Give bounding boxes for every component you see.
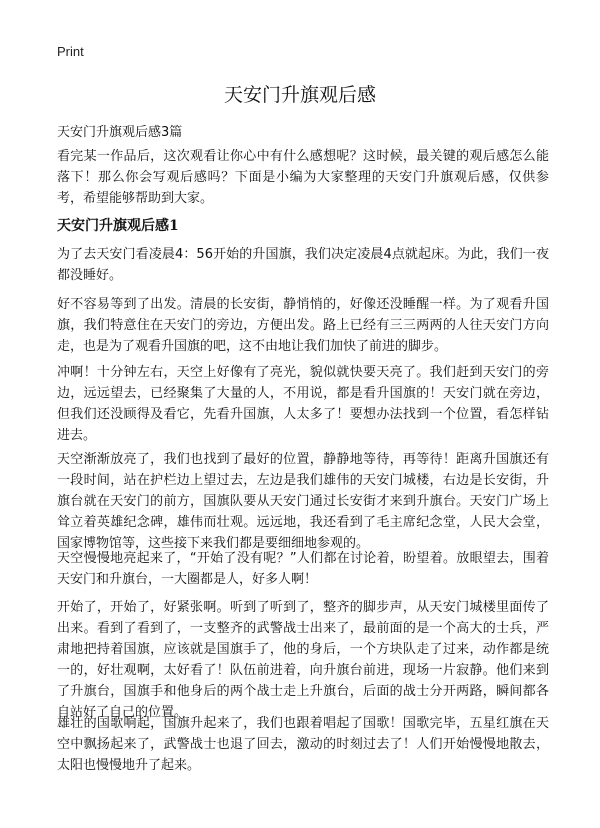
paragraph-6: 开始了，开始了，好紧张啊。听到了听到了，整齐的脚步声，从天安门城楼里面传了出来。看到了看到了，一支整齐的武警战士出来了，最前面的是一个高大的士兵，严肃地把持着国旗，应该就是国旗手了，他的身后，一个方块队走了过来，动作都是统一的，好壮观啊，太好看了！队伍前进着，向升旗台前进，现场一片寂静。他们来到了升旗台，国旗手和他身后的两个战士走上升旗台，后面的战士分开两路，瞬间都各自站好了自己的位置。	[57, 600, 549, 720]
page-title: 天安门升旗观后感	[223, 84, 376, 106]
section-heading: 天安门升旗观后感1	[57, 218, 179, 234]
paragraph-4: 天空渐渐放亮了，我们也找到了最好的位置，静静地等待，再等待！距离升国旗还有一段时间，站在护栏边上望过去，左边是我们雄伟的天安门城楼，右边是长安街，升旗台就在天安门的前方，国旗队要从天安门通过长安街才来到升旗台。天安门广场上耸立着英雄纪念碑，雄伟而壮观。远远地，我还看到了毛主席纪念堂，人民大会堂，国家博物馆等，这些接下来我们都是要细细地参观的。	[57, 452, 549, 551]
paragraph-7: 雄壮的国歌响起，国旗升起来了，我们也跟着唱起了国歌！国歌完毕，五星红旗在天空中飘扬起来了，武警战士也退了回去，激动的时刻过去了！人们开始慢慢地散去，太阳也慢慢地升了起来。	[57, 716, 549, 773]
document-subtitle: 天安门升旗观后感3篇	[57, 125, 183, 140]
print-link[interactable]: Print	[57, 44, 84, 59]
paragraph-1: 为了去天安门看凌晨4：56开始的升国旗，我们决定凌晨4点就起床。为此，我们一夜都没睡好。	[57, 247, 549, 283]
paragraph-3: 冲啊！十分钟左右，天空上好像有了亮光，貌似就快要天亮了。我们赶到天安门的旁边，远远望去，已经聚集了大量的人，不用说，都是看升国旗的！天安门就在旁边，但我们还没顾得及看它，先看升国旗，人太多了！要想办法找到一个位置，看怎样钻进去。	[57, 365, 549, 443]
paragraph-5: 天空慢慢地亮起来了，“开始了没有呢？”人们都在讨论着，盼望着。放眼望去，围着天安门和升旗台，一大圈都是人，好多人啊！	[57, 551, 549, 587]
intro-paragraph: 看完某一作品后，这次观看让你心中有什么感想呢？这时候，最关键的观后感怎么能落下！那么你会写观后感吗？下面是小编为大家整理的天安门升旗观后感，仅供参考，希望能够帮助到大家。	[57, 149, 549, 206]
paragraph-2: 好不容易等到了出发。清晨的长安街，静悄悄的，好像还没睡醒一样。为了观看升国旗，我们特意住在天安门的旁边，方便出发。路上已经有三三两两的人往天安门方向走，也是为了观看升国旗的吧，这不由地让我们加快了前进的脚步。	[57, 297, 549, 354]
